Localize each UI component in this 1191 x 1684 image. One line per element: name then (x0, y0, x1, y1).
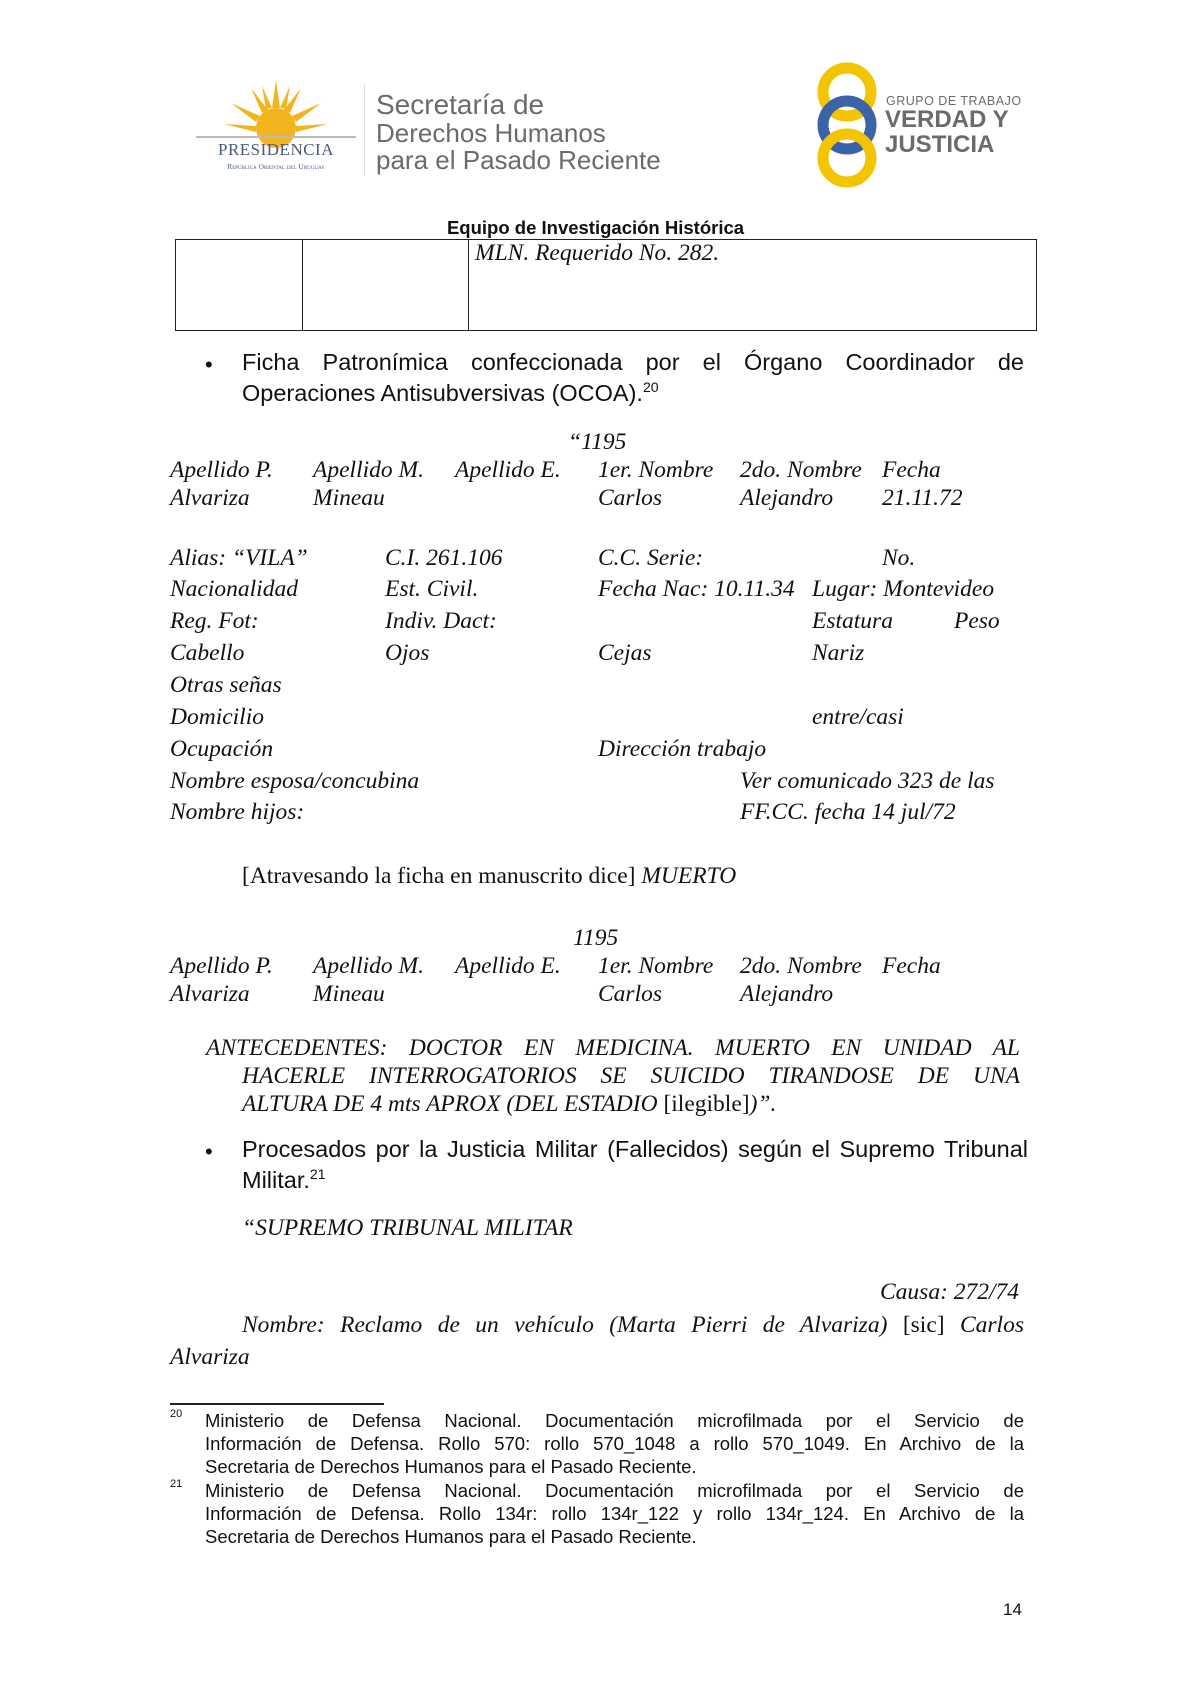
footnote-21-body (205, 1479, 1024, 1548)
antecedentes-block (206, 1034, 1020, 1118)
logo-divider (364, 84, 365, 176)
card2-header-apellido-e: Apellido E. (455, 953, 561, 979)
presidencia-logo-subtext: República Oriental del Uruguay (227, 162, 325, 171)
card1-cejas: Cejas (598, 640, 652, 666)
stm-causa: Causa: 272/74 (880, 1279, 1020, 1305)
card2-header-1er-nombre: 1er. Nombre (598, 953, 714, 979)
footnote-20-line-2: Información de Defensa. Rollo 570: rollo 570_1048 a rollo 570_1049. En Archivo de la (205, 1433, 1024, 1454)
manuscript-note-prefix: [Atravesando la ficha en manuscrito dice] (242, 863, 642, 889)
footnote-20-number: 20 (170, 1408, 183, 1420)
card1-nariz: Nariz (812, 640, 865, 666)
chain-links-icon (812, 62, 882, 188)
bullet-2-text (242, 1134, 1028, 1196)
card2-value-apellido-m: Mineau (313, 981, 385, 1007)
secretaria-line-1: Secretaría de (376, 89, 545, 120)
card2-value-2do-nombre: Alejandro (740, 981, 834, 1007)
card1-domicilio: Domicilio (170, 704, 264, 730)
table-cell-text: MLN. Requerido No. 282. (475, 240, 720, 266)
card1-estatura: Estatura (812, 608, 893, 634)
antecedentes-line-3-end: )”. (749, 1091, 777, 1117)
card2-number: 1195 (573, 925, 619, 951)
card1-header-1er-nombre: 1er. Nombre (598, 457, 714, 483)
card1-entre-casi: entre/casi (812, 704, 904, 730)
card1-value-fecha: 21.11.72 (882, 485, 963, 511)
bullet-2-line-2 (242, 1165, 1028, 1196)
stm-nombre-italic: Nombre: Reclamo de un vehículo (Marta Pierri de Alvariza) (242, 1312, 903, 1338)
card1-direccion-trabajo: Dirección trabajo (598, 736, 767, 762)
manuscript-note (242, 861, 736, 891)
sun-icon (196, 78, 356, 148)
card1-header-apellido-m: Apellido M. (313, 457, 424, 483)
antecedentes-line-3-italic: ALTURA DE 4 mts APROX (DEL ESTADIO (242, 1091, 664, 1117)
card1-nombre-esposa: Nombre esposa/concubina (170, 768, 420, 794)
card1-cabello: Cabello (170, 640, 245, 666)
card2-value-1er-nombre: Carlos (598, 981, 662, 1007)
footnote-ref-20: 20 (642, 379, 659, 396)
card1-nombre-hijos: Nombre hijos: (170, 799, 305, 825)
grupo-trabajo-logo (812, 62, 1022, 188)
card2-value-apellido-p: Alvariza (170, 981, 250, 1007)
card1-header-apellido-e: Apellido E. (455, 457, 561, 483)
card2-header-apellido-p: Apellido P. (170, 953, 273, 979)
bullet-2-content-end: Militar. (242, 1167, 310, 1193)
bullet-2-line-1: Procesados por la Justicia Militar (Fallecidos) según el Supremo Tribunal (242, 1136, 1028, 1162)
footnote-20-line-3: Secretaria de Derechos Humanos para el Pasado Reciente. (205, 1456, 697, 1477)
secretaria-line-2: Derechos Humanos (376, 118, 606, 148)
card1-number: “1195 (568, 429, 627, 455)
stm-carlos: Carlos (944, 1312, 1024, 1338)
footnote-separator (170, 1403, 384, 1405)
manuscript-note-word: MUERTO (641, 863, 737, 889)
card1-ffcc: FF.CC. fecha 14 jul/72 (740, 799, 956, 825)
antecedentes-line-1: ANTECEDENTES: DOCTOR EN MEDICINA. MUERTO EN UNIDAD AL (206, 1035, 1020, 1061)
card1-cc-serie: C.C. Serie: (598, 545, 704, 571)
card1-alias: Alias: “VILA” (170, 545, 308, 571)
card1-header-fecha: Fecha (882, 457, 941, 483)
continuation-table (175, 239, 1037, 331)
footnote-21-line-3: Secretaria de Derechos Humanos para el Pasado Reciente. (205, 1526, 697, 1547)
footnote-21-line-1: Ministerio de Defensa Nacional. Documentación microfilmada por el Servicio de (205, 1480, 1024, 1501)
card1-ci: C.I. 261.106 (385, 545, 503, 571)
card2-header-2do-nombre: 2do. Nombre (740, 953, 862, 979)
presidencia-logo (196, 78, 356, 178)
card1-ojos: Ojos (385, 640, 430, 666)
card1-value-apellido-p: Alvariza (170, 485, 250, 511)
card1-indiv-dact: Indiv. Dact: (385, 608, 497, 634)
card1-est-civil: Est. Civil. (385, 576, 479, 602)
card1-value-1er-nombre: Carlos (598, 485, 662, 511)
antecedentes-line-2: HACERLE INTERROGATORIOS SE SUICIDO TIRANDOSE DE UNA (242, 1063, 1020, 1089)
card1-value-apellido-m: Mineau (313, 485, 385, 511)
page-number: 14 (1003, 1600, 1022, 1619)
card1-value-2do-nombre: Alejandro (740, 485, 834, 511)
card1-peso: Peso (954, 608, 1000, 634)
presidencia-logo-text: PRESIDENCIA (217, 140, 334, 159)
antecedentes-ilegible: [ilegible] (663, 1091, 750, 1117)
grupo-line-3: JUSTICIA (885, 131, 995, 158)
stm-title: “SUPREMO TRIBUNAL MILITAR (242, 1215, 573, 1241)
bullet-marker-2: • (205, 1139, 213, 1164)
footnote-21-number: 21 (170, 1478, 183, 1490)
card1-header-2do-nombre: 2do. Nombre (740, 457, 862, 483)
footnote-20-body (205, 1409, 1024, 1478)
card1-otras-senas: Otras señas (170, 672, 282, 698)
team-heading: Equipo de Investigación Histórica (446, 217, 745, 238)
grupo-line-1: GRUPO DE TRABAJO (886, 94, 1022, 108)
card1-lugar: Lugar: Montevideo (812, 576, 995, 602)
card1-ocupacion: Ocupación (170, 736, 274, 762)
card2-header-fecha: Fecha (882, 953, 941, 979)
card1-fecha-nac: Fecha Nac: 10.11.34 (598, 576, 795, 602)
card1-ver-comunicado: Ver comunicado 323 de las (740, 768, 995, 794)
antecedentes-line-3 (206, 1090, 1020, 1118)
card1-no: No. (882, 545, 916, 571)
secretaria-line-3: para el Pasado Reciente (376, 145, 661, 175)
card1-nacionalidad: Nacionalidad (170, 576, 298, 602)
stm-sic: [sic] (902, 1312, 945, 1338)
card1-header-apellido-p: Apellido P. (170, 457, 273, 483)
table-cell-1 (176, 240, 303, 331)
secretaria-logo-text (376, 90, 661, 174)
card1-reg-fot: Reg. Fot: (170, 608, 259, 634)
card2-header-apellido-m: Apellido M. (313, 953, 424, 979)
footnote-20 (170, 1409, 1024, 1478)
table-cell-2 (303, 240, 469, 331)
table-cell-3 (469, 240, 1037, 331)
stm-alvariza: Alvariza (170, 1344, 250, 1370)
footnote-21-line-2: Información de Defensa. Rollo 134r: rollo 134r_122 y rollo 134r_124. En Archivo de la (205, 1503, 1024, 1524)
grupo-line-2: VERDAD Y (885, 106, 1009, 133)
bullet-1-text (242, 347, 1024, 409)
footnote-ref-21: 21 (309, 1166, 326, 1183)
footnote-21 (170, 1479, 1024, 1548)
bullet-marker-1: • (205, 352, 213, 377)
bullet-1-content: Ficha Patronímica confeccionada por el Órgano Coordinador de Operaciones Antisubversivas (OCOA). (242, 349, 1024, 406)
stm-nombre-line (242, 1310, 1024, 1340)
footnote-20-line-1: Ministerio de Defensa Nacional. Documentación microfilmada por el Servicio de (205, 1410, 1024, 1431)
